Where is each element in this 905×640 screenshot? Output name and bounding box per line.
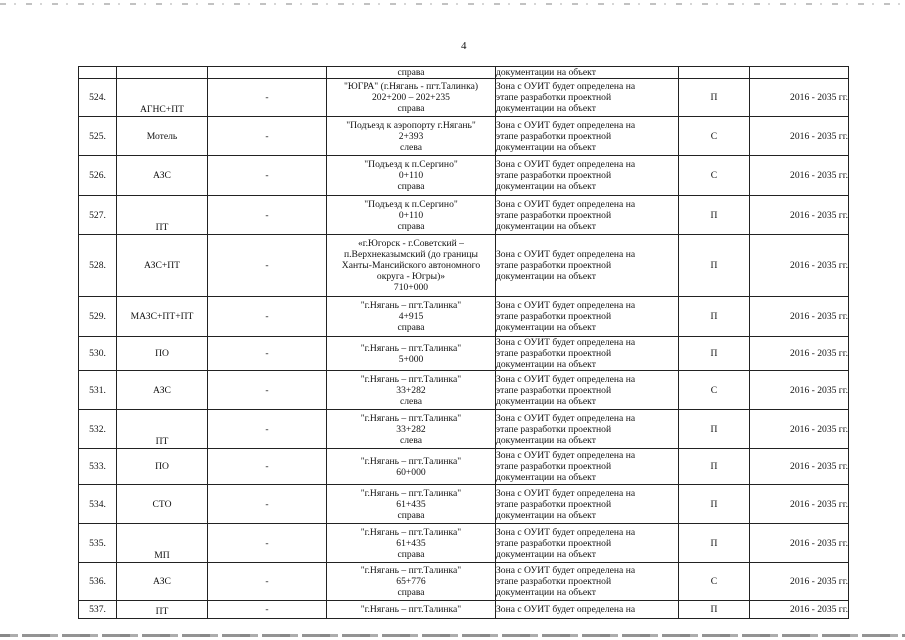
cell-period xyxy=(750,117,849,156)
cell-location xyxy=(327,524,496,563)
location-line: "г.Нягань – пгт.Талинка" xyxy=(360,604,462,615)
cell-object-type xyxy=(117,196,208,235)
cell-category xyxy=(679,196,750,235)
zone-line: этапе разработки проектной xyxy=(496,537,612,549)
cell-zone xyxy=(496,117,679,156)
object-type: АЗС xyxy=(153,576,171,587)
location-line: "г.Нягань – пгт.Талинка" xyxy=(360,526,462,538)
cell-object-type xyxy=(117,235,208,297)
cell-location xyxy=(327,485,496,524)
cell-period xyxy=(750,337,849,371)
cell-object-type xyxy=(117,297,208,337)
cell-location xyxy=(327,410,496,449)
cell-object-type xyxy=(117,449,208,485)
category-value: П xyxy=(710,423,718,435)
period-value: 2016 - 2035 гг. xyxy=(790,209,848,221)
location-line: "Подъезд к п.Сергино" xyxy=(364,159,458,170)
location-line: слева xyxy=(400,395,422,407)
row-number: 531. xyxy=(89,384,106,396)
zone-line: Зона с ОУИТ будет определена на xyxy=(496,198,636,210)
category-value: П xyxy=(710,498,718,510)
cell-period xyxy=(750,449,849,485)
cell-period xyxy=(750,196,849,235)
row-number: 533. xyxy=(89,461,106,472)
category-value: П xyxy=(710,92,718,103)
dash-value: - xyxy=(265,604,269,615)
cell-category xyxy=(679,156,750,196)
cell-period xyxy=(750,297,849,337)
location-line: справа xyxy=(397,181,425,192)
category-value: П xyxy=(710,604,718,615)
cell-object-type xyxy=(117,117,208,156)
cell-dash xyxy=(208,371,327,410)
cell-period xyxy=(750,410,849,449)
row-number: 537. xyxy=(89,604,106,615)
zone-line: документации на объект xyxy=(496,359,596,370)
cell-category xyxy=(679,601,750,619)
cell-dash xyxy=(208,156,327,196)
period-value: 2016 - 2035 гг. xyxy=(790,260,848,271)
zone-line: документации на объект xyxy=(496,434,596,446)
cell-number xyxy=(79,337,117,371)
zone-line: Зона с ОУИТ будет определена на xyxy=(496,337,636,348)
cell-zone xyxy=(496,67,679,79)
row-number: 535. xyxy=(89,537,106,549)
cell-zone xyxy=(496,563,679,601)
location-line: "ЮГРА" (г.Нягань - пгт.Талинка) xyxy=(343,81,479,92)
cell-number xyxy=(79,79,117,117)
location-line: справа xyxy=(397,587,425,598)
cell-object-type xyxy=(117,371,208,410)
zone-line: Зона с ОУИТ будет определена на xyxy=(496,81,636,92)
zone-line: Зона с ОУИТ будет определена на xyxy=(496,412,636,424)
object-type: АЗС+ПТ xyxy=(143,260,181,271)
cell-zone xyxy=(496,601,679,619)
cell-object-type xyxy=(117,156,208,196)
category-value: П xyxy=(710,348,718,359)
location-line: справа xyxy=(397,548,425,560)
zone-line: документации на объект xyxy=(496,103,596,114)
row-number: 536. xyxy=(89,576,106,587)
zone-line: документации на объект xyxy=(496,395,596,407)
cell-location xyxy=(327,196,496,235)
cell-category xyxy=(679,117,750,156)
location-line: "г.Нягань – пгт.Талинка" xyxy=(360,300,462,311)
table-row xyxy=(79,196,849,235)
dash-value: - xyxy=(265,209,269,221)
zone-line: Зона с ОУИТ будет определена на xyxy=(496,300,636,311)
category-value: П xyxy=(710,209,718,221)
period-value: 2016 - 2035 гг. xyxy=(790,348,848,359)
period-value: 2016 - 2035 гг. xyxy=(790,130,848,142)
location-line: справа xyxy=(397,67,425,78)
location-line: справа xyxy=(397,509,425,521)
period-value: 2016 - 2035 гг. xyxy=(790,92,848,103)
cell-number xyxy=(79,196,117,235)
zone-line: документации на объект xyxy=(496,509,596,521)
location-line: 202+200 – 202+235 xyxy=(372,92,450,103)
zone-line: документации на объект xyxy=(496,548,596,560)
row-number: 530. xyxy=(89,348,106,359)
row-number: 527. xyxy=(89,209,106,221)
location-line: 5+000 xyxy=(398,353,424,365)
cell-zone xyxy=(496,79,679,117)
zone-line: документации на объект xyxy=(496,472,596,483)
location-line: "Подъезд к аэропорту г.Нягань" xyxy=(346,119,476,131)
zone-line: этапе разработки проектной xyxy=(496,130,612,142)
location-line: "г.Нягань – пгт.Талинка" xyxy=(360,412,462,424)
cell-object-type xyxy=(117,524,208,563)
zone-line: этапе разработки проектной xyxy=(496,209,612,221)
cell-object-type xyxy=(117,563,208,601)
zone-line: Зона с ОУИТ будет определена на xyxy=(496,119,636,131)
zone-line: Зона с ОУИТ будет определена на xyxy=(496,373,636,385)
table-row xyxy=(79,485,849,524)
cell-dash xyxy=(208,449,327,485)
row-number: 532. xyxy=(89,423,106,435)
cell-location xyxy=(327,563,496,601)
period-value: 2016 - 2035 гг. xyxy=(790,311,848,322)
location-line: "г.Нягань – пгт.Талинка" xyxy=(360,455,462,467)
cell-period xyxy=(750,371,849,410)
location-line: "г.Нягань – пгт.Талинка" xyxy=(360,565,462,576)
cell-number xyxy=(79,410,117,449)
zone-line: документации на объект xyxy=(496,141,596,153)
location-line: 60+000 xyxy=(396,466,426,478)
cell-zone xyxy=(496,449,679,485)
cell-dash xyxy=(208,410,327,449)
table-row xyxy=(79,337,849,371)
cell-location xyxy=(327,235,496,297)
cell-period xyxy=(750,79,849,117)
cell-number xyxy=(79,235,117,297)
cell-category xyxy=(679,337,750,371)
cell-number xyxy=(79,67,117,79)
object-type: АЗС xyxy=(153,170,171,181)
cell-location xyxy=(327,117,496,156)
cell-object-type xyxy=(117,601,208,619)
zone-line: этапе разработки проектной xyxy=(496,311,612,322)
zone-line: Зона с ОУИТ будет определена на xyxy=(496,487,636,499)
cell-location xyxy=(327,337,496,371)
period-value: 2016 - 2035 гг. xyxy=(790,537,848,549)
object-type: ПТ xyxy=(155,222,169,233)
location-line: 65+776 xyxy=(396,576,426,587)
cell-category xyxy=(679,371,750,410)
dash-value: - xyxy=(265,130,269,142)
cell-location xyxy=(327,449,496,485)
object-type: ПО xyxy=(155,461,169,472)
table-row-carryover xyxy=(79,67,849,79)
location-line: 33+282 xyxy=(396,423,426,435)
cell-number xyxy=(79,156,117,196)
dash-value: - xyxy=(265,348,269,359)
object-type: ПО xyxy=(155,348,169,359)
zone-line: этапе разработки проектной xyxy=(496,260,612,271)
row-number: 534. xyxy=(89,498,106,510)
zone-line: документации на объект xyxy=(496,67,596,78)
cell-zone xyxy=(496,410,679,449)
dash-value: - xyxy=(265,170,269,181)
cell-zone xyxy=(496,371,679,410)
table-row xyxy=(79,524,849,563)
cell-period xyxy=(750,235,849,297)
location-line: "Подъезд к п.Сергино" xyxy=(364,198,458,210)
zone-line: этапе разработки проектной xyxy=(496,384,612,396)
location-line: 0+110 xyxy=(398,209,424,221)
category-value: П xyxy=(710,260,718,271)
category-value: П xyxy=(710,311,718,322)
zone-line: этапе разработки проектной xyxy=(496,576,612,587)
zone-line: этапе разработки проектной xyxy=(496,461,612,472)
cell-category xyxy=(679,67,750,79)
scan-artifact-top xyxy=(0,3,905,5)
zone-line: Зона с ОУИТ будет определена на xyxy=(496,159,636,170)
table-row xyxy=(79,297,849,337)
cell-location xyxy=(327,601,496,619)
cell-period xyxy=(750,601,849,619)
object-type: ПТ xyxy=(155,436,169,447)
table-row xyxy=(79,410,849,449)
location-line: «г.Югорск - г.Советский – xyxy=(358,238,464,249)
zone-line: Зона с ОУИТ будет определена на xyxy=(496,526,636,538)
dash-value: - xyxy=(265,423,269,435)
cell-period xyxy=(750,67,849,79)
location-line: справа xyxy=(397,322,425,333)
location-line: 61+435 xyxy=(396,537,426,549)
table-body xyxy=(79,67,849,619)
row-number: 524. xyxy=(89,92,106,103)
cell-object-type xyxy=(117,410,208,449)
category-value: С xyxy=(710,384,718,396)
table-row xyxy=(79,371,849,410)
location-line: 33+282 xyxy=(396,384,426,396)
cell-period xyxy=(750,563,849,601)
dash-value: - xyxy=(265,384,269,396)
cell-number xyxy=(79,563,117,601)
cell-zone xyxy=(496,235,679,297)
table-row xyxy=(79,563,849,601)
cell-zone xyxy=(496,297,679,337)
cell-object-type xyxy=(117,79,208,117)
cell-dash xyxy=(208,117,327,156)
object-type: СТО xyxy=(152,498,172,510)
location-line: округа - Югры)» xyxy=(376,271,446,282)
cell-zone xyxy=(496,337,679,371)
period-value: 2016 - 2035 гг. xyxy=(790,498,848,510)
zone-line: Зона с ОУИТ будет определена на xyxy=(496,604,636,615)
row-number: 526. xyxy=(89,170,106,181)
cell-dash xyxy=(208,337,327,371)
cell-location xyxy=(327,371,496,410)
cell-zone xyxy=(496,196,679,235)
table-row xyxy=(79,156,849,196)
cell-location xyxy=(327,79,496,117)
cell-dash xyxy=(208,563,327,601)
row-number: 525. xyxy=(89,130,106,142)
table-row xyxy=(79,449,849,485)
category-value: П xyxy=(710,537,718,549)
table-row xyxy=(79,79,849,117)
location-line: "г.Нягань – пгт.Талинка" xyxy=(360,373,462,385)
cell-dash xyxy=(208,235,327,297)
cell-zone xyxy=(496,156,679,196)
cell-dash xyxy=(208,524,327,563)
cell-dash xyxy=(208,601,327,619)
cell-number xyxy=(79,524,117,563)
table-row xyxy=(79,235,849,297)
zone-line: Зона с ОУИТ будет определена на xyxy=(496,249,636,260)
period-value: 2016 - 2035 гг. xyxy=(790,423,848,435)
objects-table xyxy=(78,66,849,619)
category-value: С xyxy=(710,130,718,142)
cell-number xyxy=(79,117,117,156)
cell-category xyxy=(679,410,750,449)
row-number: 528. xyxy=(89,260,106,271)
location-line: п.Верхнеказымский (до границы xyxy=(344,249,478,260)
location-line: справа xyxy=(397,103,425,114)
cell-dash xyxy=(208,297,327,337)
cell-dash xyxy=(208,485,327,524)
cell-category xyxy=(679,524,750,563)
cell-period xyxy=(750,485,849,524)
cell-category xyxy=(679,235,750,297)
location-line: Ханты-Мансийского автономного xyxy=(341,260,481,271)
location-line: слева xyxy=(400,434,422,446)
table-row xyxy=(79,117,849,156)
dash-value: - xyxy=(265,311,269,322)
location-line: "г.Нягань – пгт.Талинка" xyxy=(360,487,462,499)
cell-number xyxy=(79,601,117,619)
location-line: "г.Нягань – пгт.Талинка" xyxy=(360,342,462,354)
cell-category xyxy=(679,79,750,117)
location-line: 0+110 xyxy=(398,170,424,181)
object-type: МП xyxy=(154,550,170,561)
dash-value: - xyxy=(265,537,269,549)
object-type: ПТ xyxy=(155,606,169,617)
dash-value: - xyxy=(265,461,269,472)
cell-dash xyxy=(208,196,327,235)
zone-line: этапе разработки проектной xyxy=(496,498,612,510)
cell-category xyxy=(679,563,750,601)
cell-location xyxy=(327,297,496,337)
cell-number xyxy=(79,371,117,410)
location-line: 4+915 xyxy=(398,311,424,322)
object-type: МАЗС+ПТ+ПТ xyxy=(130,311,194,322)
zone-line: документации на объект xyxy=(496,181,596,192)
category-value: С xyxy=(710,170,718,181)
page-number: 4 xyxy=(461,40,467,52)
period-value: 2016 - 2035 гг. xyxy=(790,384,848,396)
cell-period xyxy=(750,524,849,563)
cell-location xyxy=(327,156,496,196)
cell-period xyxy=(750,156,849,196)
table-row xyxy=(79,601,849,619)
cell-zone xyxy=(496,485,679,524)
period-value: 2016 - 2035 гг. xyxy=(790,604,848,615)
object-type: АГНС+ПТ xyxy=(139,104,184,115)
dash-value: - xyxy=(265,260,269,271)
dash-value: - xyxy=(265,92,269,103)
zone-line: Зона с ОУИТ будет определена на xyxy=(496,565,636,576)
zone-line: этапе разработки проектной xyxy=(496,170,612,181)
period-value: 2016 - 2035 гг. xyxy=(790,170,848,181)
period-value: 2016 - 2035 гг. xyxy=(790,576,848,587)
location-line: справа xyxy=(397,220,425,232)
zone-line: этапе разработки проектной xyxy=(496,348,612,359)
location-line: 710+000 xyxy=(393,282,429,293)
cell-zone xyxy=(496,524,679,563)
cell-object-type xyxy=(117,485,208,524)
dash-value: - xyxy=(265,498,269,510)
zone-line: этапе разработки проектной xyxy=(496,92,612,103)
period-value: 2016 - 2035 гг. xyxy=(790,461,848,472)
object-type: АЗС xyxy=(153,384,171,396)
object-type: Мотель xyxy=(146,130,178,142)
row-number: 529. xyxy=(89,311,106,322)
cell-category xyxy=(679,449,750,485)
cell-category xyxy=(679,297,750,337)
zone-line: этапе разработки проектной xyxy=(496,423,612,435)
cell-dash xyxy=(208,67,327,79)
zone-line: документации на объект xyxy=(496,322,596,333)
scan-artifact-bottom xyxy=(0,634,905,637)
cell-object-type xyxy=(117,67,208,79)
zone-line: Зона с ОУИТ будет определена на xyxy=(496,450,636,461)
zone-line: документации на объект xyxy=(496,220,596,232)
zone-line: документации на объект xyxy=(496,587,596,598)
cell-number xyxy=(79,485,117,524)
dash-value: - xyxy=(265,576,269,587)
cell-number xyxy=(79,449,117,485)
zone-line: документации на объект xyxy=(496,271,596,282)
location-line: 2+393 xyxy=(398,130,424,142)
location-line: слева xyxy=(400,141,422,153)
cell-category xyxy=(679,485,750,524)
cell-object-type xyxy=(117,337,208,371)
cell-dash xyxy=(208,79,327,117)
cell-number xyxy=(79,297,117,337)
category-value: С xyxy=(710,576,718,587)
location-line: 61+435 xyxy=(396,498,426,510)
category-value: П xyxy=(710,461,718,472)
cell-location xyxy=(327,67,496,79)
